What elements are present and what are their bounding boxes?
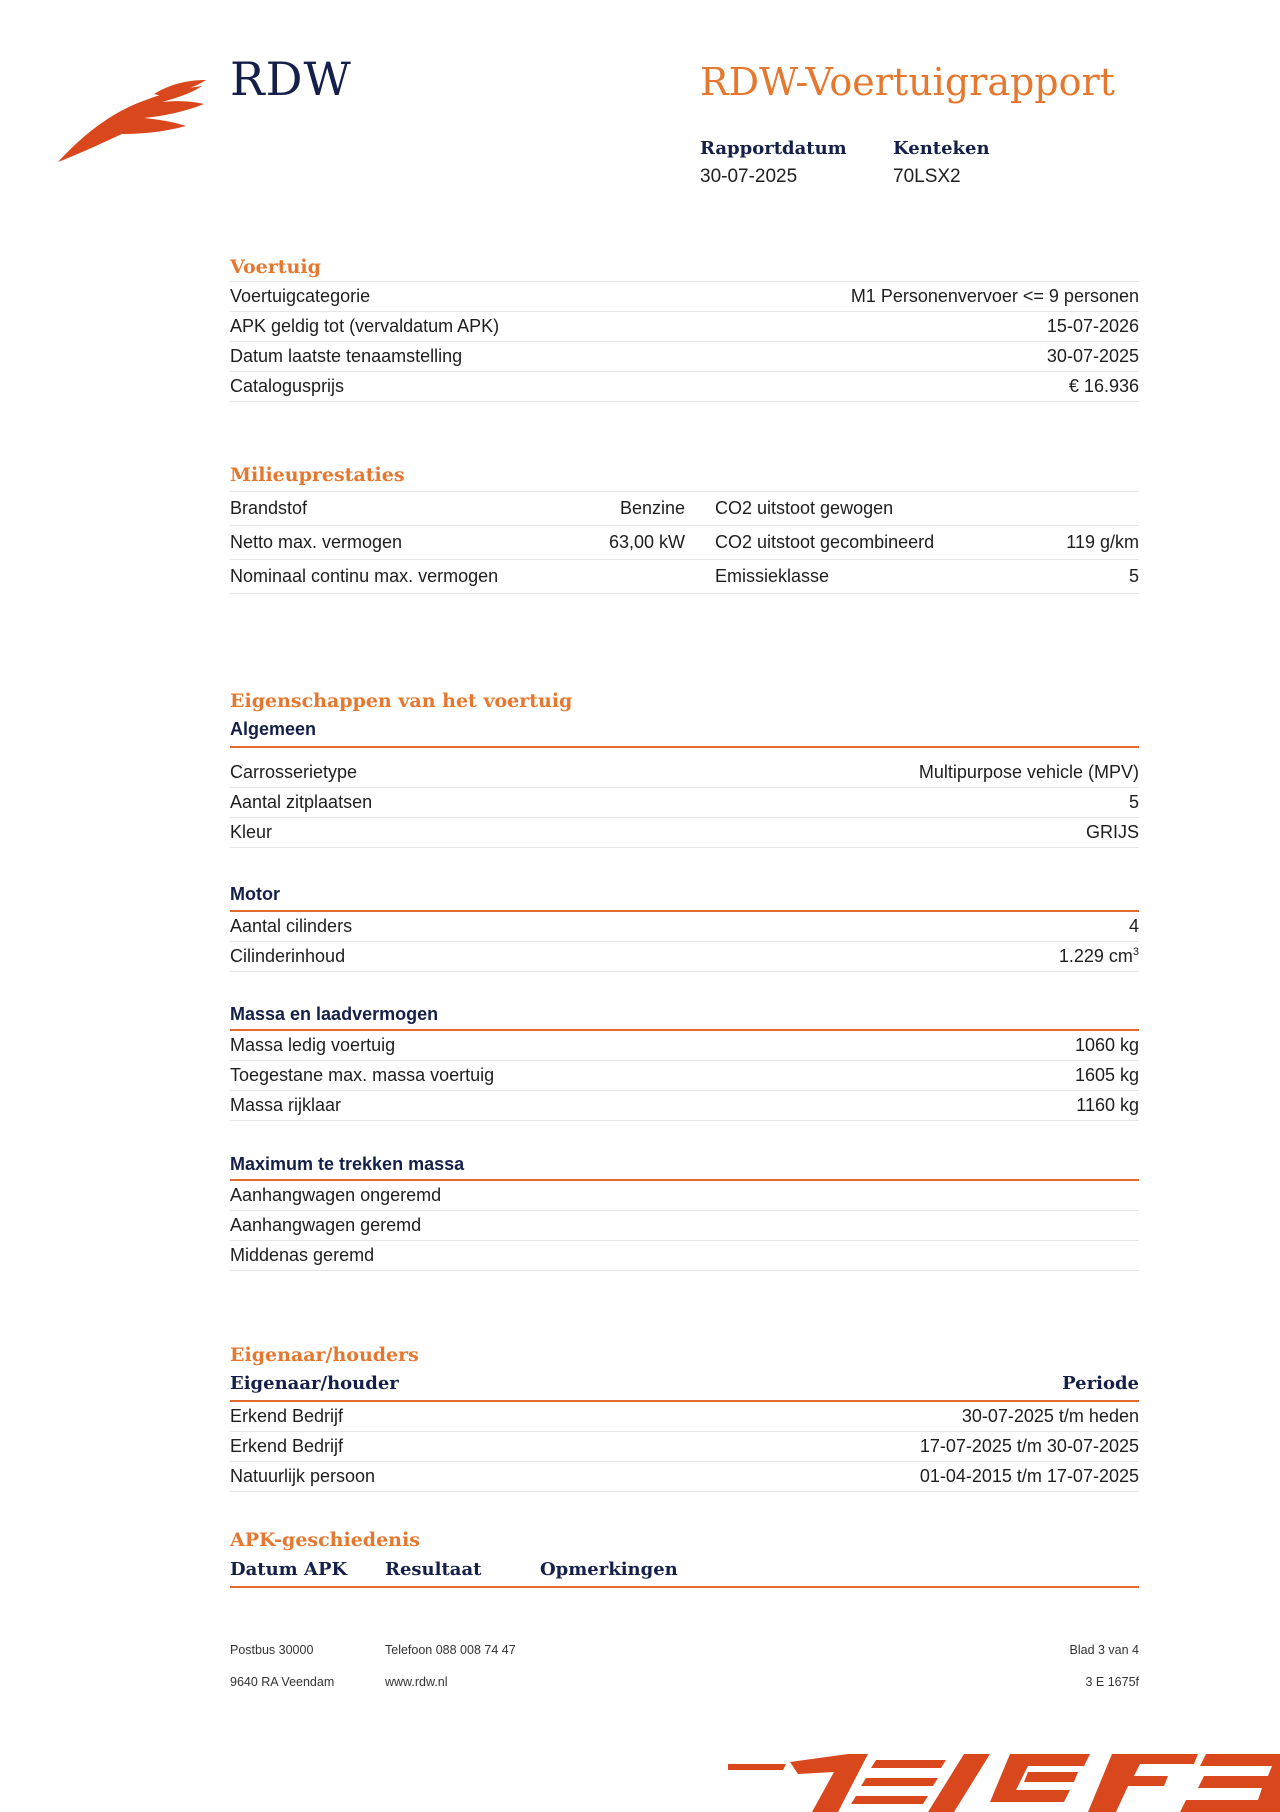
- row-label: Nominaal continu max. vermogen: [230, 560, 550, 594]
- column-header-owner: Eigenaar/houder: [230, 1373, 399, 1394]
- owner-type: Erkend Bedrijf: [230, 1402, 592, 1432]
- report-date-label: Rapportdatum: [700, 138, 847, 159]
- table-row: [230, 1181, 1139, 1211]
- owner-period: 17-07-2025 t/m 30-07-2025: [592, 1432, 1139, 1462]
- table-row: [230, 282, 1139, 312]
- row-label: Kleur: [230, 818, 587, 848]
- subsection-title-general: Algemeen: [230, 719, 317, 739]
- plate-label: Kenteken: [893, 138, 990, 159]
- table-row: [230, 818, 1139, 848]
- subsection-title-towing: Maximum te trekken massa: [230, 1154, 465, 1174]
- engine-table: [230, 912, 1139, 972]
- unit-superscript: 3: [1132, 946, 1139, 958]
- table-row: [230, 342, 1139, 372]
- owners-header-row: [230, 1373, 1139, 1394]
- row-value: 1605 kg: [962, 1061, 1139, 1091]
- section-title-apk: APK-geschiedenis: [230, 1529, 420, 1551]
- row-label: Brandstof: [230, 492, 550, 526]
- towing-table: [230, 1181, 1139, 1271]
- table-row: [230, 758, 1139, 788]
- table-row: [230, 788, 1139, 818]
- row-label-2: CO2 uitstoot gecombineerd: [715, 526, 1015, 560]
- column-header-remarks: Opmerkingen: [540, 1559, 678, 1580]
- column-header-apk-date: Datum APK: [230, 1559, 348, 1580]
- row-label-2: CO2 uitstoot gewogen: [715, 492, 1015, 526]
- row-value: 15-07-2026: [669, 312, 1139, 342]
- footer-website[interactable]: www.rdw.nl: [385, 1675, 448, 1689]
- footer-phone: Telefoon 088 008 74 47: [385, 1643, 516, 1657]
- row-label: Carrosserietype: [230, 758, 587, 788]
- row-label-2: Emissieklasse: [715, 560, 1015, 594]
- row-label: Voertuigcategorie: [230, 282, 669, 312]
- footer-page-number: Blad 3 van 4: [1069, 1643, 1139, 1657]
- row-label: Datum laatste tenaamstelling: [230, 342, 669, 372]
- row-value: € 16.936: [669, 372, 1139, 402]
- footer-address-1: Postbus 30000: [230, 1643, 314, 1657]
- column-header-result: Resultaat: [385, 1559, 482, 1580]
- table-row: [230, 912, 1139, 942]
- row-value: [550, 560, 685, 594]
- row-label: Aanhangwagen ongeremd: [230, 1181, 1139, 1211]
- table-row: [230, 942, 1139, 972]
- table-row: [230, 1091, 1139, 1121]
- mass-table: [230, 1031, 1139, 1121]
- footer-address-2: 9640 RA Veendam: [230, 1675, 335, 1689]
- section-title-properties: Eigenschappen van het voertuig: [230, 690, 573, 712]
- owner-type: Erkend Bedrijf: [230, 1432, 592, 1462]
- row-label: Aanhangwagen geremd: [230, 1211, 1139, 1241]
- row-value-2: 119 g/km: [1015, 526, 1139, 560]
- row-value: 5: [587, 788, 1139, 818]
- row-label: Cilinderinhoud: [230, 942, 779, 972]
- subsection-title-engine: Motor: [230, 884, 280, 904]
- owners-table: [230, 1402, 1139, 1492]
- table-row: [230, 1432, 1139, 1462]
- row-value: M1 Personenvervoer <= 9 personen: [669, 282, 1139, 312]
- table-row: [230, 1031, 1139, 1061]
- section-title-environment: Milieuprestaties: [230, 464, 405, 486]
- displacement-value: 1.229 cm: [1058, 946, 1133, 966]
- row-value: GRIJS: [587, 818, 1139, 848]
- table-row: [230, 492, 1139, 526]
- owner-period: 01-04-2015 t/m 17-07-2025: [592, 1462, 1139, 1492]
- row-value: 4: [779, 912, 1139, 942]
- section-title-vehicle: Voertuig: [230, 256, 321, 278]
- row-value-2: [1015, 492, 1139, 526]
- subsection-title-mass: Massa en laadvermogen: [230, 1004, 439, 1024]
- section-title-owners: Eigenaar/houders: [230, 1344, 419, 1366]
- row-label: Massa ledig voertuig: [230, 1031, 962, 1061]
- general-table: [230, 758, 1139, 848]
- table-row: [230, 526, 1139, 560]
- row-value: 63,00 kW: [550, 526, 685, 560]
- report-date: 30-07-2025: [700, 166, 798, 187]
- row-label: Catalogusprijs: [230, 372, 669, 402]
- row-label: Netto max. vermogen: [230, 526, 550, 560]
- owner-type: Natuurlijk persoon: [230, 1462, 592, 1492]
- table-row: [230, 1241, 1139, 1271]
- table-row: [230, 560, 1139, 594]
- divider: [230, 1586, 1139, 1588]
- row-value: 1060 kg: [962, 1031, 1139, 1061]
- table-row: [230, 1402, 1139, 1432]
- vehicle-table: [230, 281, 1139, 402]
- row-value: Benzine: [550, 492, 685, 526]
- divider: [230, 746, 1139, 748]
- footer-document-code: 3 E 1675f: [1085, 1675, 1139, 1689]
- table-row: [230, 312, 1139, 342]
- table-row: [230, 1061, 1139, 1091]
- row-label: APK geldig tot (vervaldatum APK): [230, 312, 669, 342]
- speed-stripes-icon: [728, 1742, 1280, 1812]
- plate-number: 70LSX2: [893, 166, 961, 187]
- row-value: 30-07-2025: [669, 342, 1139, 372]
- brand-name: RDW: [230, 52, 352, 106]
- row-value: 1160 kg: [962, 1091, 1139, 1121]
- report-title: RDW-Voertuigrapport: [700, 60, 1115, 104]
- row-label: Aantal zitplaatsen: [230, 788, 587, 818]
- environment-table: [230, 491, 1139, 594]
- row-value: Multipurpose vehicle (MPV): [587, 758, 1139, 788]
- row-label: Toegestane max. massa voertuig: [230, 1061, 962, 1091]
- column-header-period: Periode: [1062, 1373, 1139, 1394]
- row-value: [779, 942, 1139, 972]
- row-label: Middenas geremd: [230, 1241, 1139, 1271]
- table-row: [230, 1211, 1139, 1241]
- rdw-logo-icon: [58, 78, 208, 164]
- table-row: [230, 372, 1139, 402]
- row-label: Aantal cilinders: [230, 912, 779, 942]
- table-row: [230, 1462, 1139, 1492]
- row-value-2: 5: [1015, 560, 1139, 594]
- owner-period: 30-07-2025 t/m heden: [592, 1402, 1139, 1432]
- row-label: Massa rijklaar: [230, 1091, 962, 1121]
